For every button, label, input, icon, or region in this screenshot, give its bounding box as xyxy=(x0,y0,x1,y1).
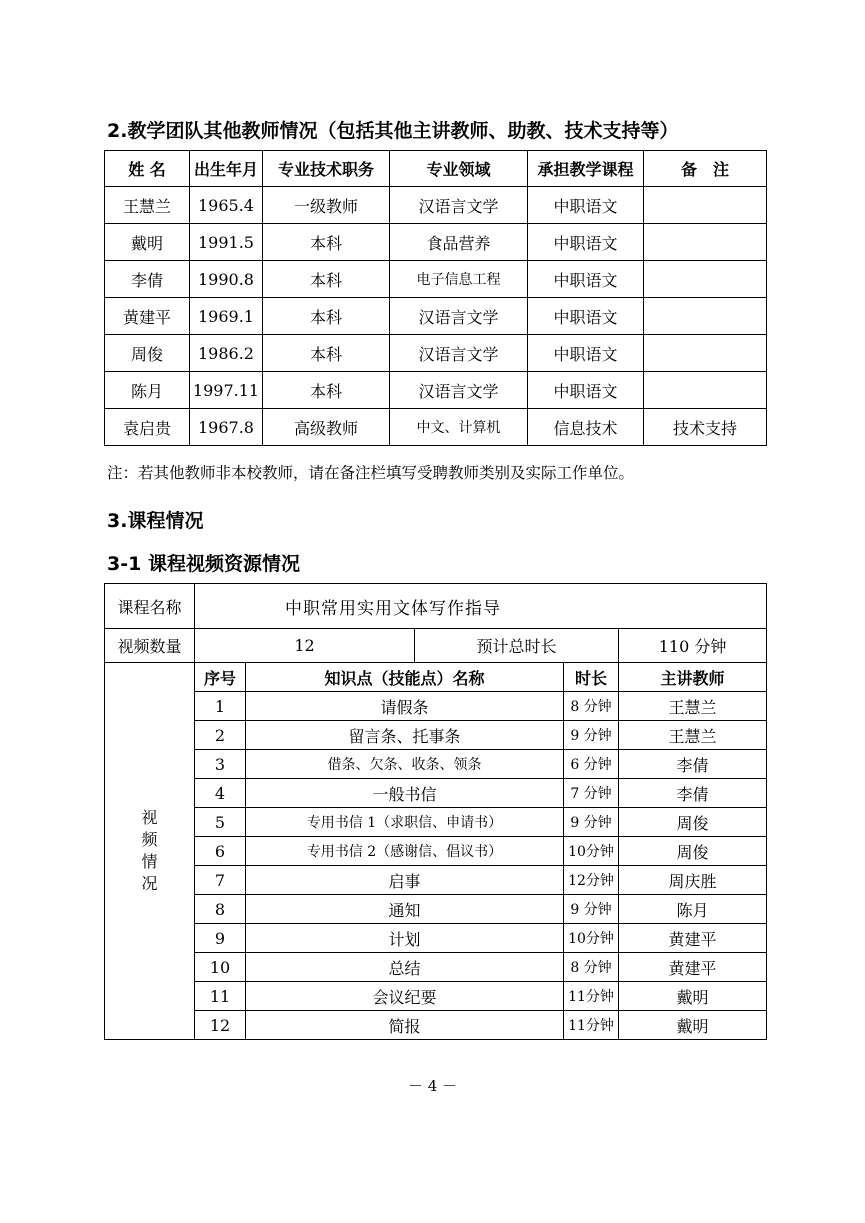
cell-field: 汉语言文学 xyxy=(390,187,528,224)
section-3-1-title: 3-1 课程视频资源情况 xyxy=(107,553,300,575)
video-cell-lecturer: 戴明 xyxy=(619,1011,767,1040)
cell-course: 信息技术 xyxy=(528,409,644,446)
table-row xyxy=(105,335,767,372)
cell-remark xyxy=(644,372,767,409)
cell-remark xyxy=(644,298,767,335)
table-row xyxy=(105,224,767,261)
video-table xyxy=(104,583,767,1040)
video-count-row xyxy=(105,629,767,663)
list-item xyxy=(105,895,767,924)
video-cell-lecturer: 周俊 xyxy=(619,808,767,837)
cell-title: 本科 xyxy=(263,335,390,372)
header-birth: 出生年月 xyxy=(190,151,263,187)
cell-name: 袁启贵 xyxy=(105,409,190,446)
video-cell-lecturer: 王慧兰 xyxy=(619,692,767,721)
cell-remark xyxy=(644,187,767,224)
cell-title: 高级教师 xyxy=(263,409,390,446)
cell-field: 中文、计算机 xyxy=(390,409,528,446)
cell-course: 中职语文 xyxy=(528,187,644,224)
video-cell-duration: 9 分钟 xyxy=(564,721,619,750)
side-char: 况 xyxy=(141,874,158,893)
video-cell-duration: 8 分钟 xyxy=(564,953,619,982)
video-cell-seq: 9 xyxy=(195,924,246,953)
video-cell-seq: 5 xyxy=(195,808,246,837)
video-cell-lecturer: 黄建平 xyxy=(619,953,767,982)
video-cell-lecturer: 李倩 xyxy=(619,750,767,779)
cell-birth: 1991.5 xyxy=(190,224,263,261)
video-cell-seq: 6 xyxy=(195,837,246,866)
cell-birth: 1967.8 xyxy=(190,409,263,446)
course-name-row xyxy=(105,584,767,629)
section-2-title: 2.教学团队其他教师情况（包括其他主讲教师、助教、技术支持等） xyxy=(107,120,679,142)
cell-birth: 1997.11 xyxy=(190,372,263,409)
header-course: 承担教学课程 xyxy=(528,151,644,187)
cell-birth: 1969.1 xyxy=(190,298,263,335)
side-char: 情 xyxy=(141,852,158,871)
course-name: 中职常用实用文体写作指导 xyxy=(195,584,767,629)
total-duration: 110 分钟 xyxy=(619,629,767,663)
course-name-label: 课程名称 xyxy=(105,584,195,629)
teacher-note: 注：若其他教师非本校教师，请在备注栏填写受聘教师类别及实际工作单位。 xyxy=(107,464,635,482)
list-item xyxy=(105,924,767,953)
cell-title: 本科 xyxy=(263,372,390,409)
video-cell-topic: 启事 xyxy=(246,866,564,895)
video-cell-duration: 11分钟 xyxy=(564,982,619,1011)
cell-name: 周俊 xyxy=(105,335,190,372)
header-lecturer: 主讲教师 xyxy=(619,663,767,692)
list-item xyxy=(105,837,767,866)
video-cell-duration: 9 分钟 xyxy=(564,808,619,837)
list-item xyxy=(105,866,767,895)
video-cell-lecturer: 戴明 xyxy=(619,982,767,1011)
video-cell-lecturer: 黄建平 xyxy=(619,924,767,953)
video-cell-topic: 一般书信 xyxy=(246,779,564,808)
list-item xyxy=(105,1011,767,1040)
header-remark: 备 注 xyxy=(644,151,767,187)
video-cell-topic: 会议纪要 xyxy=(246,982,564,1011)
header-duration: 时长 xyxy=(564,663,619,692)
video-cell-duration: 10分钟 xyxy=(564,837,619,866)
total-duration-label: 预计总时长 xyxy=(415,629,619,663)
header-title: 专业技术职务 xyxy=(263,151,390,187)
cell-birth: 1990.8 xyxy=(190,261,263,298)
video-table-header xyxy=(105,663,767,692)
cell-title: 本科 xyxy=(263,298,390,335)
header-name: 姓 名 xyxy=(105,151,190,187)
cell-course: 中职语文 xyxy=(528,298,644,335)
list-item xyxy=(105,953,767,982)
list-item xyxy=(105,808,767,837)
video-cell-lecturer: 周俊 xyxy=(619,837,767,866)
video-cell-seq: 7 xyxy=(195,866,246,895)
cell-field: 汉语言文学 xyxy=(390,372,528,409)
video-side-label xyxy=(105,663,195,1040)
header-seq: 序号 xyxy=(195,663,246,692)
video-cell-topic: 借条、欠条、收条、领条 xyxy=(246,750,564,779)
teacher-table xyxy=(104,150,767,446)
video-cell-topic: 简报 xyxy=(246,1011,564,1040)
video-cell-duration: 10分钟 xyxy=(564,924,619,953)
cell-course: 中职语文 xyxy=(528,224,644,261)
video-cell-lecturer: 王慧兰 xyxy=(619,721,767,750)
video-cell-lecturer: 陈月 xyxy=(619,895,767,924)
table-row xyxy=(105,261,767,298)
video-count-label: 视频数量 xyxy=(105,629,195,663)
video-cell-topic: 专用书信 2（感谢信、倡议书） xyxy=(246,837,564,866)
video-cell-lecturer: 周庆胜 xyxy=(619,866,767,895)
cell-name: 王慧兰 xyxy=(105,187,190,224)
video-count: 12 xyxy=(195,629,415,663)
cell-remark: 技术支持 xyxy=(644,409,767,446)
cell-name: 李倩 xyxy=(105,261,190,298)
cell-field: 汉语言文学 xyxy=(390,335,528,372)
video-cell-topic: 留言条、托事条 xyxy=(246,721,564,750)
video-cell-duration: 11分钟 xyxy=(564,1011,619,1040)
cell-field: 食品营养 xyxy=(390,224,528,261)
cell-name: 黄建平 xyxy=(105,298,190,335)
video-cell-seq: 2 xyxy=(195,721,246,750)
cell-birth: 1986.2 xyxy=(190,335,263,372)
cell-birth: 1965.4 xyxy=(190,187,263,224)
side-char: 视 xyxy=(141,808,158,827)
video-cell-seq: 3 xyxy=(195,750,246,779)
list-item xyxy=(105,721,767,750)
side-char: 频 xyxy=(141,830,158,849)
video-cell-seq: 11 xyxy=(195,982,246,1011)
video-cell-lecturer: 李倩 xyxy=(619,779,767,808)
table-row xyxy=(105,372,767,409)
video-cell-topic: 请假条 xyxy=(246,692,564,721)
cell-title: 本科 xyxy=(263,224,390,261)
video-cell-duration: 9 分钟 xyxy=(564,895,619,924)
page-number: － 4 － xyxy=(407,1077,458,1095)
table-row xyxy=(105,187,767,224)
video-cell-duration: 6 分钟 xyxy=(564,750,619,779)
video-cell-seq: 12 xyxy=(195,1011,246,1040)
list-item xyxy=(105,692,767,721)
video-cell-topic: 通知 xyxy=(246,895,564,924)
table-row xyxy=(105,298,767,335)
video-cell-seq: 4 xyxy=(195,779,246,808)
list-item xyxy=(105,982,767,1011)
cell-course: 中职语文 xyxy=(528,261,644,298)
video-cell-topic: 总结 xyxy=(246,953,564,982)
video-cell-seq: 8 xyxy=(195,895,246,924)
video-cell-duration: 8 分钟 xyxy=(564,692,619,721)
cell-remark xyxy=(644,335,767,372)
cell-field: 汉语言文学 xyxy=(390,298,528,335)
section-3-title: 3.课程情况 xyxy=(107,510,204,532)
header-topic: 知识点（技能点）名称 xyxy=(246,663,564,692)
cell-course: 中职语文 xyxy=(528,335,644,372)
video-cell-duration: 7 分钟 xyxy=(564,779,619,808)
list-item xyxy=(105,750,767,779)
cell-name: 戴明 xyxy=(105,224,190,261)
video-cell-topic: 专用书信 1（求职信、申请书） xyxy=(246,808,564,837)
header-field: 专业领域 xyxy=(390,151,528,187)
video-cell-topic: 计划 xyxy=(246,924,564,953)
video-cell-seq: 10 xyxy=(195,953,246,982)
cell-remark xyxy=(644,261,767,298)
video-cell-seq: 1 xyxy=(195,692,246,721)
table-row xyxy=(105,409,767,446)
cell-course: 中职语文 xyxy=(528,372,644,409)
teacher-table-header xyxy=(105,151,767,187)
list-item xyxy=(105,779,767,808)
cell-remark xyxy=(644,224,767,261)
cell-field: 电子信息工程 xyxy=(390,261,528,298)
cell-title: 一级教师 xyxy=(263,187,390,224)
cell-title: 本科 xyxy=(263,261,390,298)
video-cell-duration: 12分钟 xyxy=(564,866,619,895)
cell-name: 陈月 xyxy=(105,372,190,409)
